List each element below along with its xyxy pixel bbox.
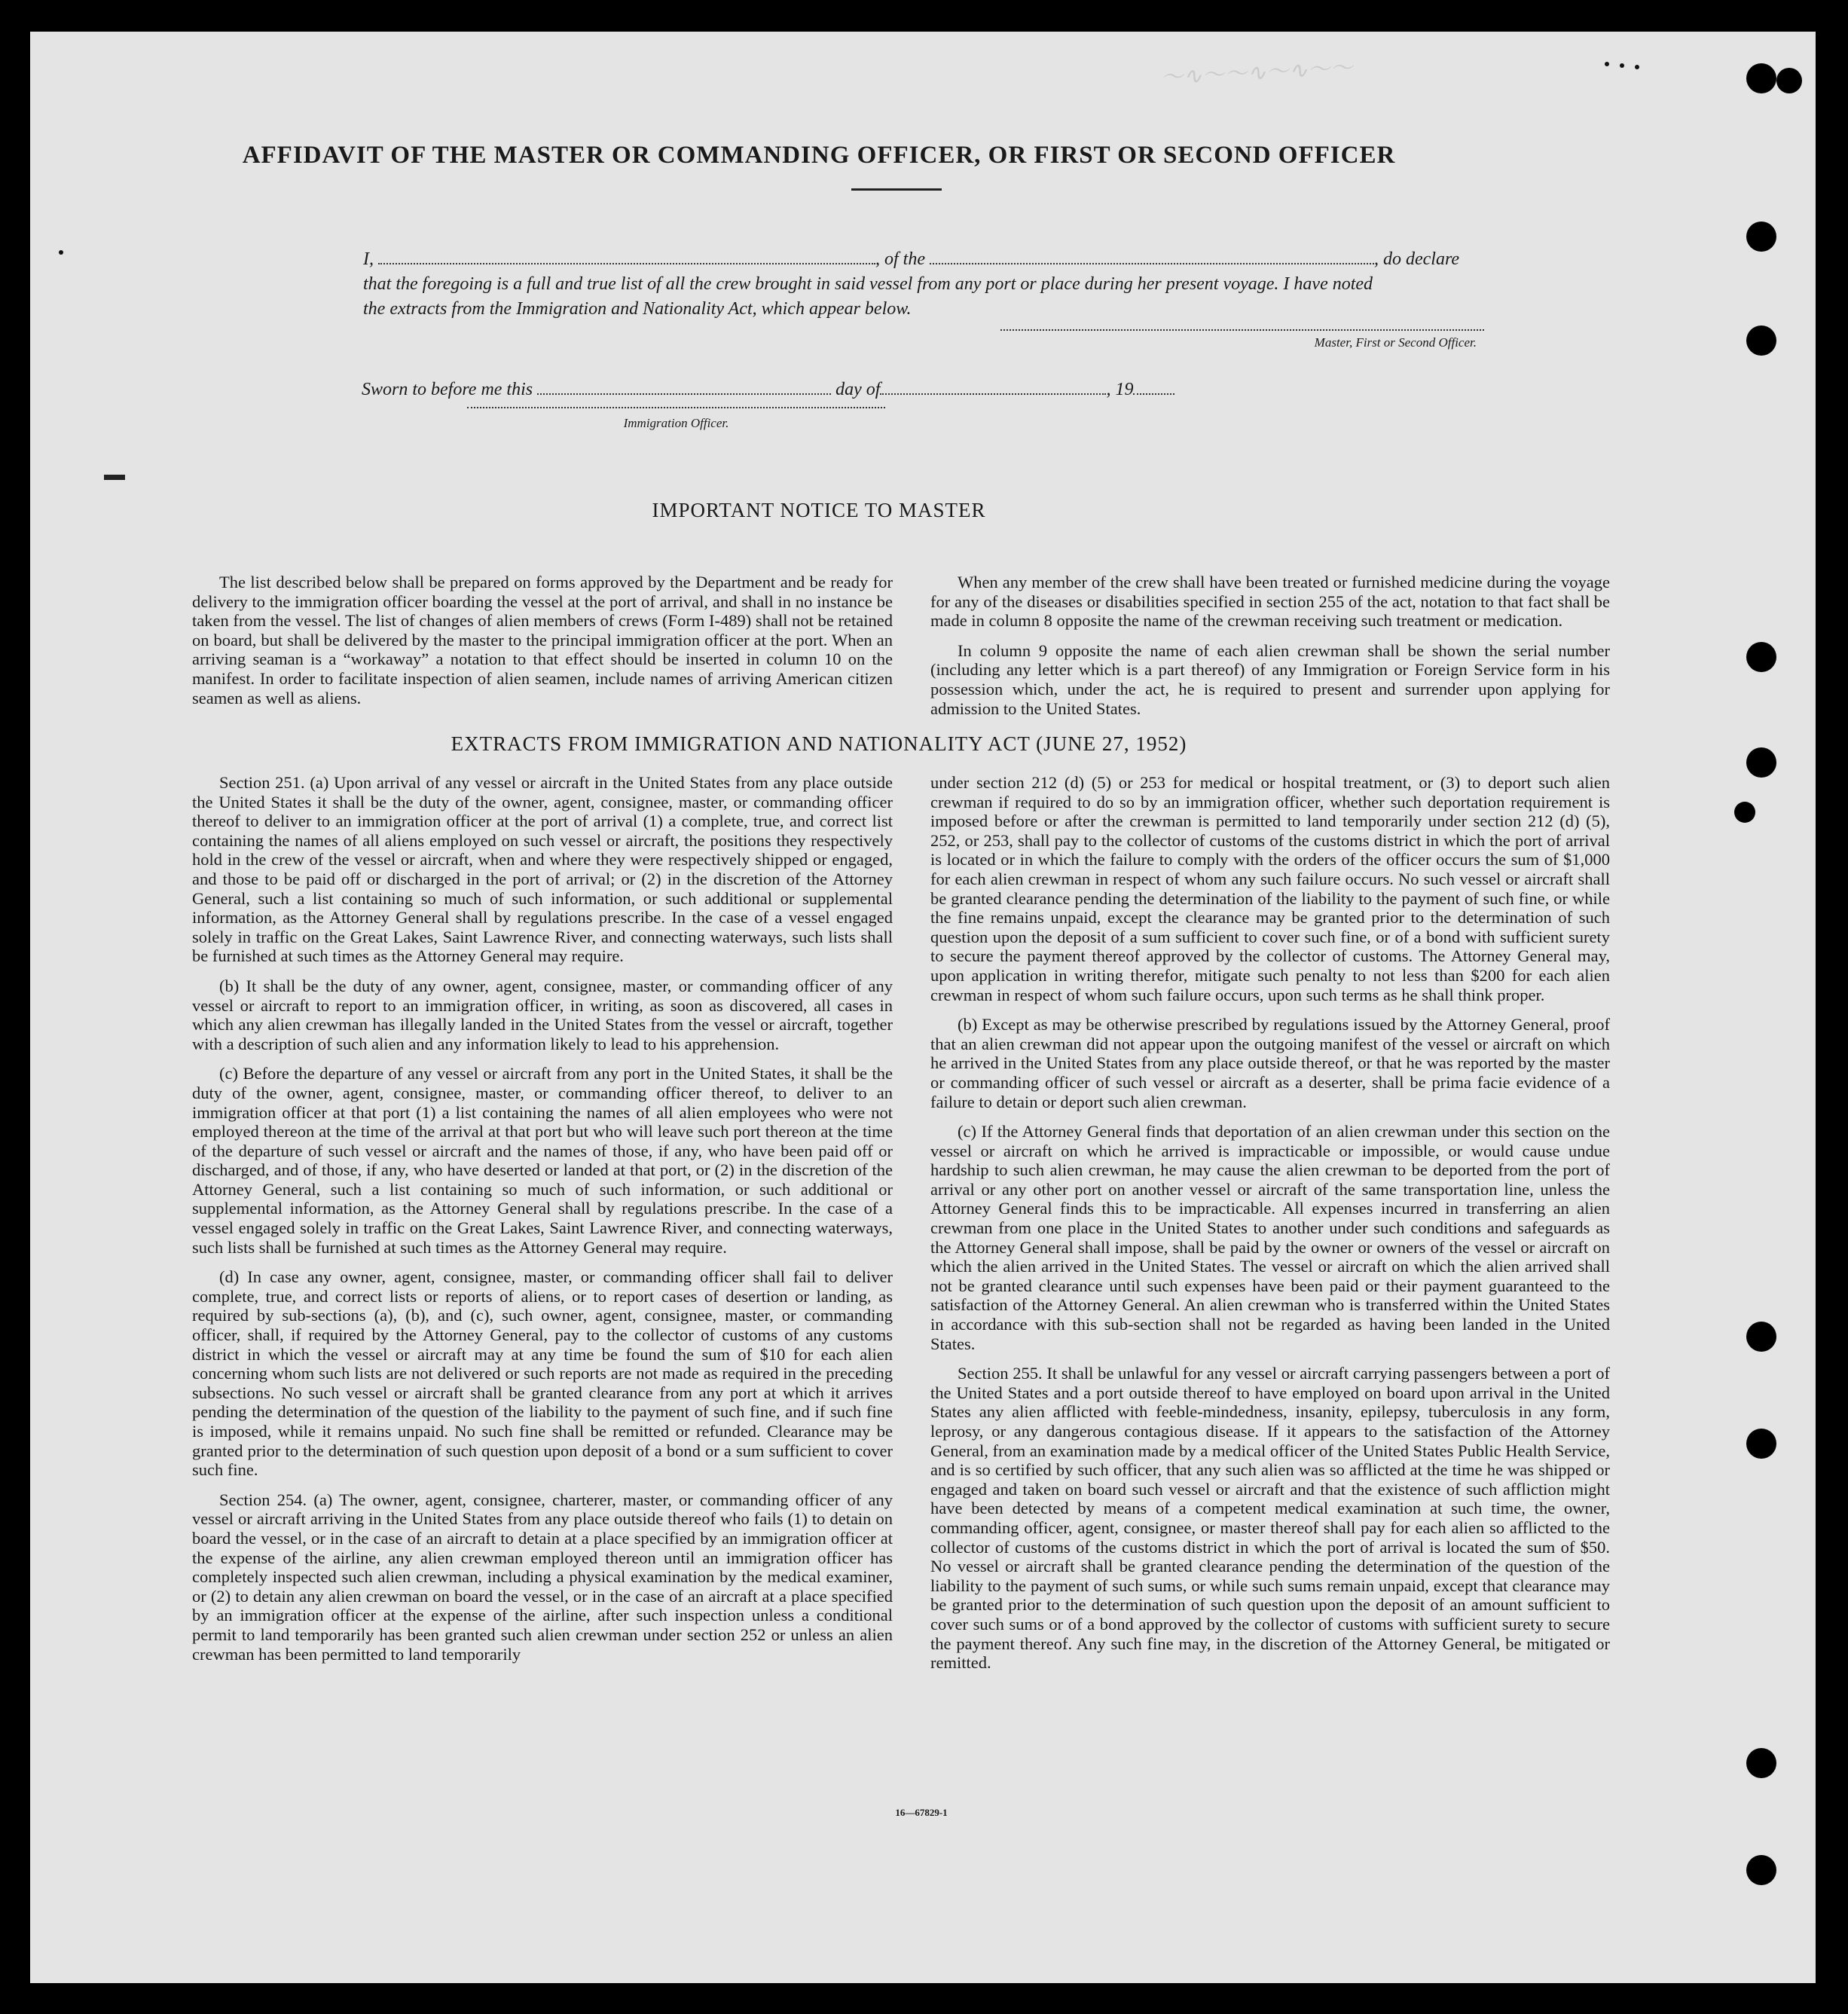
sworn-day-of: day of [835, 380, 881, 399]
extracts-left-column [192, 773, 893, 1674]
binder-hole [1746, 1429, 1776, 1459]
binder-hole [1746, 63, 1776, 93]
binder-hole [1746, 325, 1776, 356]
extract-paragraph: (c) Before the departure of any vessel or aircraft from any port in the United States, it shall be the duty of the owner, agent, consignee, master, or commanding officer thereof, to deliver to an immigration officer at that port (1) a list containing the names of all alien employees who were not employed thereon at the time of the arrival at that port but who will leave such port thereon at the time of the departure of such vessel or aircraft and the names of those, if any, who have been paid off or discharged, and of those, if any, who have deserted or landed at that port, or (2) in the discretion of the Attorney General, such a list containing so much of such information, or such additional or supplemental information, as the Attorney General shall by regulations prescribe. In the case of a vessel engaged solely in traffic on the Great Lakes, Saint Lawrence River, and connecting waterways, such lists shall be furnished at such times as the Attorney General may require. [192, 1064, 893, 1257]
declaration-i: I, [363, 249, 374, 269]
notice-paragraph: The list described below shall be prepared on forms approved by the Department and be ready for delivery to the immigration officer boarding the vessel at the port of arrival, and shall in no instance be taken from the vessel. The list of changes of alien members of crews (Form I-489) shall not be retained on board, but shall be delivered by the master to the principal immigration officer at the port. When an arriving seaman is a “workaway” a notation to that effect should be inserted in column 10 on the manifest. In order to facilitate inspection of alien seamen, include names of arriving American citizen seamen as well as aliens. [192, 573, 893, 707]
binder-hole [1746, 1855, 1776, 1885]
speck [1635, 65, 1639, 69]
notice-title: IMPORTANT NOTICE TO MASTER [652, 499, 986, 521]
sworn-prefix: Sworn to before me this [362, 380, 533, 399]
master-signature-caption: Master, First or Second Officer. [1314, 335, 1477, 350]
extract-paragraph: (c) If the Attorney General finds that deportation of an alien crewman under this section on the vessel or aircraft on which he arrived is impracticable or impossible, or would cause undue hardship to such alien crewman, he may cause the alien crewman to be deported from the port of arrival or any other port on another vessel or aircraft of the same transportation line, unless the Attorney General finds this to be impracticable. All expenses incurred in transferring an alien crewman from one place in the United States to another under such conditions and safeguards as the Attorney General shall impose, shall be paid by the owner or owners of the vessel or aircraft on which the alien arrived in the United States. The vessel or aircraft on which the alien arrived shall not be granted clearance until such expenses have been paid or their payment guaranteed to the satisfaction of the Attorney General. An alien crewman who is transferred within the United States in accordance with this sub-section shall not be regarded as having been landed in the United States. [930, 1122, 1610, 1353]
binder-hole [1776, 68, 1802, 93]
document-page [30, 32, 1816, 1983]
declaration-of-the: , of the [875, 249, 925, 269]
binder-hole [1746, 1748, 1776, 1778]
binder-hole [1746, 642, 1776, 672]
extract-paragraph: under section 212 (d) (5) or 253 for medical or hospital treatment, or (3) to deport such alien crewman if required to do so by an immigration officer, whether such deportation requirement is imposed before or after the crewman is permitted to land temporarily under section 212 (d) (5), 252, or 253, shall pay to the collector of customs of the customs district in which the port of arrival is located or in which the failure to comply with the orders of the officer occurs the sum of $1,000 for each alien crewman in respect of whom any such failure occurs. No such vessel or aircraft shall be granted clearance pending the determination of the liability to the payment of such fine, or while the fine remains unpaid, except the clearance may be granted prior to the determination of such question upon the deposit of a sum sufficient to cover such fine, or of a bond with sufficient surety to secure the payment thereof approved by the collector of customs. The Attorney General may, upon application in writing therefor, mitigate such penalty to not less than $200 for each alien crewman in respect of whom such failure occurs, upon such terms as he shall think proper. [930, 773, 1610, 1004]
declaration-line-3: the extracts from the Immigration and Nationality Act, which appear below. [363, 299, 912, 319]
immigration-officer-caption: Immigration Officer. [623, 416, 729, 430]
master-signature-field[interactable] [1000, 329, 1484, 332]
binder-hole [1746, 1322, 1776, 1352]
name-field[interactable] [378, 249, 875, 264]
speck [1605, 62, 1609, 66]
binder-hole [1746, 222, 1776, 252]
form-number: 16—67829-1 [895, 1807, 948, 1818]
affidavit-title: AFFIDAVIT OF THE MASTER OR COMMANDING OFFICER, OR FIRST OR SECOND OFFICER [242, 142, 1396, 169]
binder-hole [1734, 802, 1755, 823]
binder-hole [1746, 747, 1776, 778]
extracts-right-column [930, 773, 1610, 1683]
notice-left-column [192, 573, 893, 718]
notice-paragraph: In column 9 opposite the name of each alien crewman shall be shown the serial number (including any letter which is a part thereof) of any Immigration or Foreign Service form in his possession which, under the act, he is required to present and surrender upon applying for admission to the United States. [930, 640, 1610, 718]
extract-paragraph: Section 251. (a) Upon arrival of any vessel or aircraft in the United States from any place outside the United States it shall be the duty of the owner, agent, consignee, master, or commanding officer thereof to deliver to an immigration officer at the port of arrival (1) a complete, true, and correct list containing the names of all aliens employed on such vessel or aircraft, the positions they respectively hold in the crew of the vessel or aircraft, when and where they were respectively shipped or engaged, and those to be paid off or discharged in the port of arrival; or (2) in the discretion of the Attorney General, such a list containing so much of such information, or such additional or supplemental information, as the Attorney General shall by regulations prescribe. In the case of a vessel engaged solely in traffic on the Great Lakes, Saint Lawrence River, and connecting waterways, such lists shall be furnished at such times as the Attorney General may require. [192, 773, 893, 966]
extract-paragraph: Section 255. It shall be unlawful for any vessel or aircraft carrying passengers between a port of the United States and a port outside thereof to have employed on board upon arrival in the United States any alien afflicted with feeble-mindedness, insanity, epilepsy, tuberculosis in any form, leprosy, or any dangerous contagious disease. If it appears to the satisfaction of the Attorney General, from an examination made by a medical officer of the United States Public Health Service, and is so certified by such officer, that any such alien was so afflicted at the time he was shipped or engaged and taken on board such vessel or aircraft and that the existence of such affliction might have been detected by means of a competent medical examination at such time, the owner, commanding officer, agent, consignee, or master thereof shall pay for each alien so afflicted to the collector of customs of the customs district in which the port of arrival is located the sum of $50. No vessel or aircraft shall be granted clearance pending the determination of the question of the liability to the payment of such sums, or while such sums remain unpaid, except that clearance may be granted prior to the determination of such question upon the deposit of an amount sufficient to cover such sums or of a bond approved by the collector of customs with sufficient surety to secure the payment thereof. Any such fine may, in the discretion of the Attorney General, be mitigated or remitted. [930, 1364, 1610, 1673]
immigration-officer-signature-field[interactable] [467, 407, 885, 410]
extracts-title: EXTRACTS FROM IMMIGRATION AND NATIONALITY ACT (JUNE 27, 1952) [451, 732, 1187, 755]
sworn-line [362, 380, 1266, 400]
sworn-year: , 19 [1106, 380, 1134, 399]
declaration-do-declare: , do declare [1374, 249, 1460, 269]
sworn-date-field[interactable] [537, 380, 831, 395]
title-underline [851, 188, 942, 191]
sworn-month-field[interactable] [880, 380, 1106, 395]
extract-paragraph: (d) In case any owner, agent, consignee, master, or commanding officer shall fail to deliver complete, true, and correct lists or reports of aliens, or to report cases of desertion or landing, as required by sub-sections (a), (b), and (c), such owner, agent, consignee, master, or commanding officer, shall, if required by the Attorney General, pay to the collector of customs of any customs district in which the vessel or aircraft may at any time be found the sum of $10 for each alien concerning whom such lists are not delivered or such reports are not made as required in the preceding subsections. No such vessel or aircraft shall be granted clearance from any port at which it arrives pending the determination of the question of the liability to the payment of such fine, and if such fine is imposed, while it remains unpaid. No such fine shall be remitted or refunded. Clearance may be granted prior to the determination of such question upon deposit of a bond or a sum sufficient to cover such fine. [192, 1267, 893, 1480]
notice-paragraph: When any member of the crew shall have been treated or furnished medicine during the voyage for any of the diseases or disabilities specified in section 255 of the act, notation to that fact shall be made in column 8 opposite the name of the crewman receiving such treatment or medication. [930, 573, 1610, 631]
declaration-line-2: that the foregoing is a full and true list of all the crew brought in said vessel from any port or place during her present voyage. I have noted [363, 274, 1373, 294]
speck [59, 250, 63, 255]
notice-right-column [930, 573, 1610, 729]
extract-paragraph: (b) It shall be the duty of any owner, agent, consignee, master, or commanding officer of any vessel or aircraft to report to an immigration officer, in writing, as soon as discovered, all cases in which any alien crewman has illegally landed in the United States from the vessel or aircraft, together with a description of such alien and any information likely to lead to his apprehension. [192, 976, 893, 1053]
speck [1620, 63, 1624, 68]
extract-paragraph: Section 254. (a) The owner, agent, consignee, charterer, master, or commanding officer of any vessel or aircraft arriving in the United States from any place outside thereof who fails (1) to detain on board the vessel, or in the case of an aircraft to detain at a place specified by an immigration officer at the expense of the airline, any alien crewman employed thereon until an immigration officer has completely inspected such alien crewman, including a physical examination by the medical examiner, or (2) to detain any alien crewman on board the vessel, or in the case of an aircraft at a place specified by an immigration officer at the expense of the airline, after such inspection unless a conditional permit to land temporarily has been granted such alien crewman under section 252 or unless an alien crewman has been permitted to land temporarily [192, 1490, 893, 1664]
vessel-field[interactable] [930, 249, 1374, 264]
sworn-year-field[interactable] [1133, 380, 1174, 395]
extract-paragraph: (b) Except as may be otherwise prescribed by regulations issued by the Attorney General, proof that an alien crewman did not appear upon the outgoing manifest of the vessel or aircraft on which he arrived in the United States from any place outside thereof, or that he was reported by the master or commanding officer of such vessel or aircraft as a deserter, shall be prima facie evidence of a failure to detain or deport such alien crewman. [930, 1015, 1610, 1111]
handwritten-scribble: ～∿～～∿～∿～～ [1159, 55, 1354, 90]
declaration-line-1 [363, 247, 1516, 272]
ink-mark [104, 475, 125, 480]
